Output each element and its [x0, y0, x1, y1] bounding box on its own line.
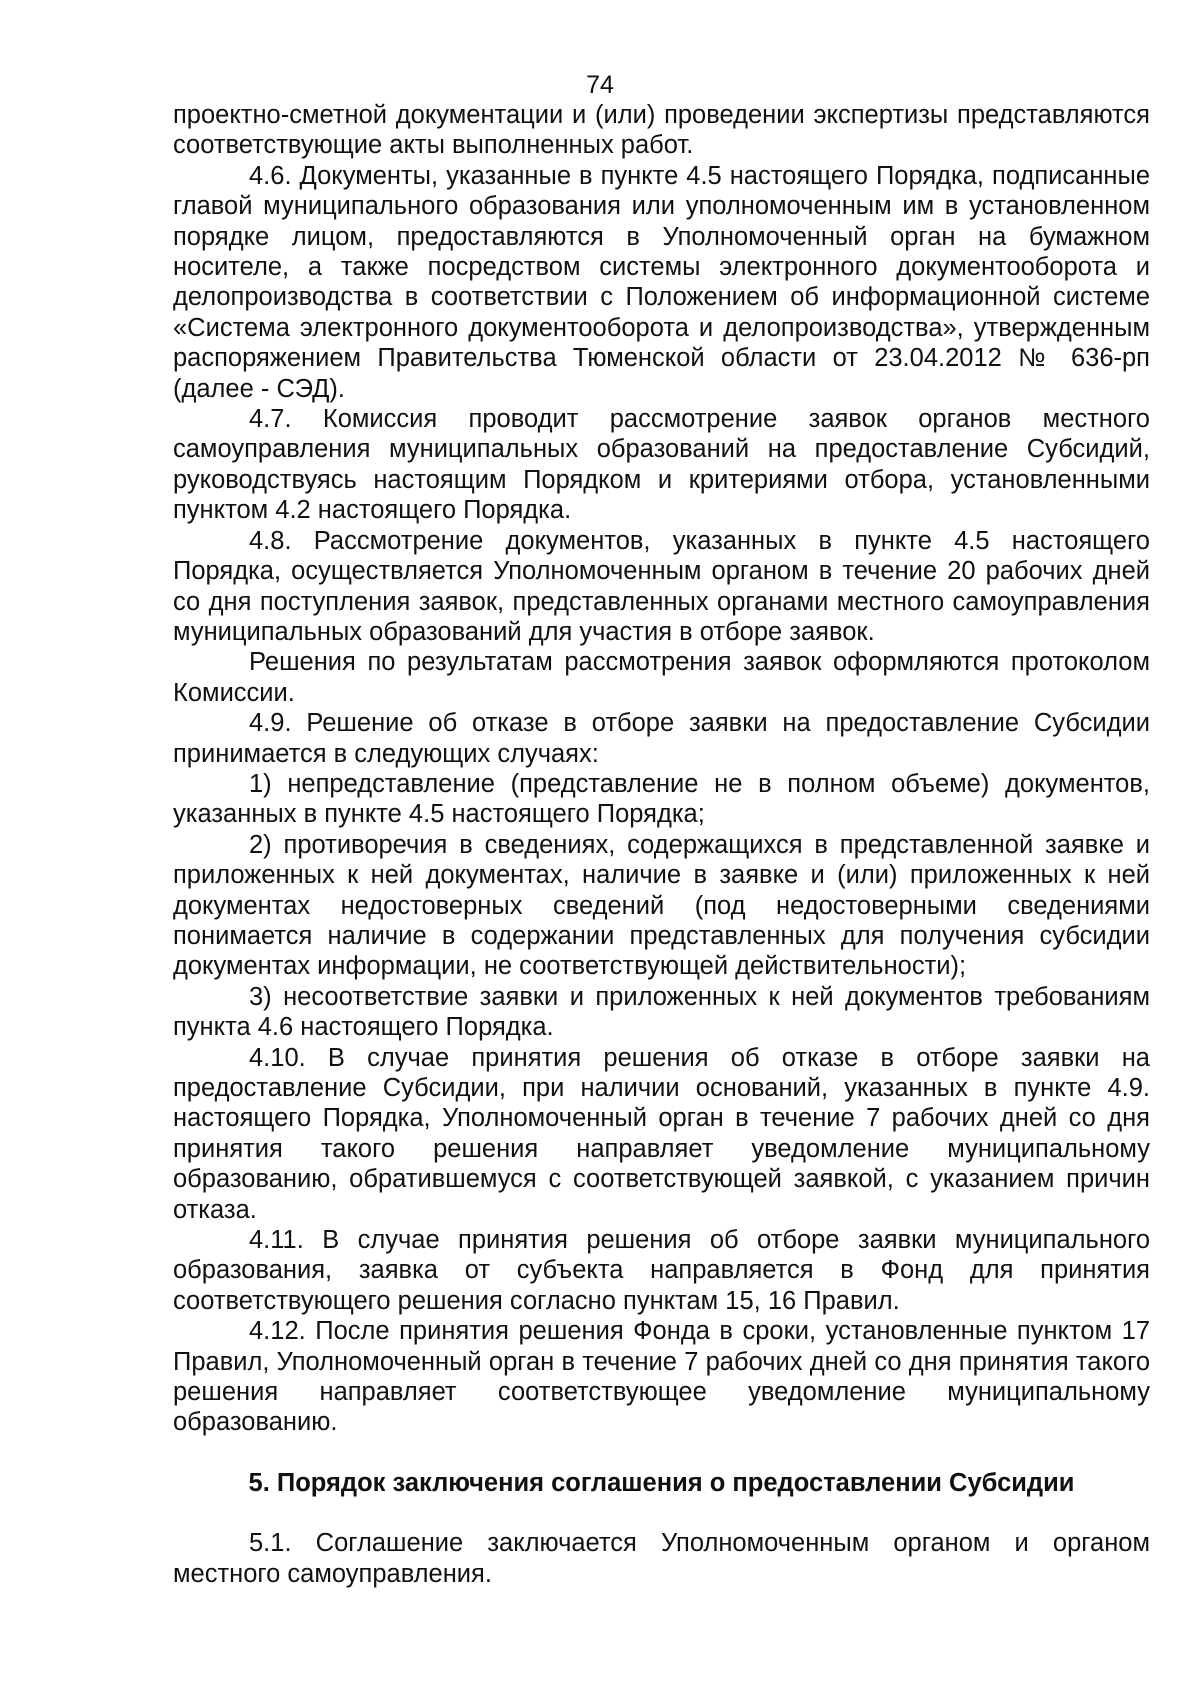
- paragraph-4-10: 4.10. В случае принятия решения об отказе в отборе заявки на предоставление Субсидии, при наличии оснований, указанных в пункте 4.9. настоящего Порядка, Уполномоченный орган в течение 7 рабочих дней со дня принятия такого решения направляет уведомление муниципальному образованию, обратившемуся с соответствующей заявкой, с указанием причин отказа.: [173, 1043, 1150, 1224]
- paragraph-4-6: 4.6. Документы, указанные в пункте 4.5 настоящего Порядка, подписанные главой муниципального образования или уполномоченным им в установленном порядке лицом, предоставляются в Уполномоченный орган на бумажном носителе, а также посредством системы электронного документооборота и делопроизводства в соответствии с Положением об информационной системе «Система электронного документооборота и делопроизводства», утвержденным распоряжением Правительства Тюменской области от 23.04.2012 № 636-рп (далее - СЭД).: [173, 161, 1150, 403]
- section-5-heading: 5. Порядок заключения соглашения о предоставлении Субсидии: [248, 1468, 1075, 1497]
- paragraph-4-9-item-1: 1) непредставление (представление не в полном объеме) документов, указанных в пункте 4.5 настоящего Порядка;: [173, 769, 1150, 829]
- paragraph-5-1: 5.1. Соглашение заключается Уполномоченным органом и органом местного самоуправления.: [173, 1529, 1150, 1588]
- paragraph-continuation: проектно-сметной документации и (или) проведении экспертизы представляются соответствующие акты выполненных работ.: [173, 101, 1150, 160]
- paragraph-4-9: 4.9. Решение об отказе в отборе заявки на предоставление Субсидии принимается в следующих случаях:: [173, 709, 1150, 768]
- page-number: 74: [586, 71, 614, 99]
- paragraph-4-7: 4.7. Комиссия проводит рассмотрение заявок органов местного самоуправления муниципальных образований на предоставление Субсидий, руководствуясь настоящим Порядком и критериями отбора, установленными пунктом 4.2 настоящего Порядка.: [173, 405, 1150, 525]
- paragraph-decisions-protocol: Решения по результатам рассмотрения заявок оформляются протоколом Комиссии.: [173, 648, 1150, 707]
- document-body: [173, 100, 1150, 1589]
- paragraph-4-12: 4.12. После принятия решения Фонда в сроки, установленные пунктом 17 Правил, Уполномоченный орган в течение 7 рабочих дней со дня принятия такого решения направляет соответствующее уведомление муниципальному образованию.: [173, 1317, 1150, 1437]
- paragraph-4-11: 4.11. В случае принятия решения об отборе заявки муниципального образования, заявка от субъекта направляется в Фонд для принятия соответствующего решения согласно пунктам 15, 16 Правил.: [173, 1226, 1150, 1315]
- paragraph-4-8: 4.8. Рассмотрение документов, указанных в пункте 4.5 настоящего Порядка, осуществляется Уполномоченным органом в течение 20 рабочих дней со дня поступления заявок, представленных органами местного самоуправления муниципальных образований для участия в отборе заявок.: [173, 526, 1150, 646]
- paragraph-4-9-item-2: 2) противоречия в сведениях, содержащихся в представленной заявке и приложенных к ней документах, наличие в заявке и (или) приложенных к ней документах недостоверных сведений (под недостоверными сведениями понимается наличие в содержании представленных для получения субсидии документах информации, не соответствующей действительности);: [173, 830, 1150, 981]
- paragraph-4-9-item-3: 3) несоответствие заявки и приложенных к ней документов требованиям пункта 4.6 настоящего Порядка.: [173, 982, 1150, 1042]
